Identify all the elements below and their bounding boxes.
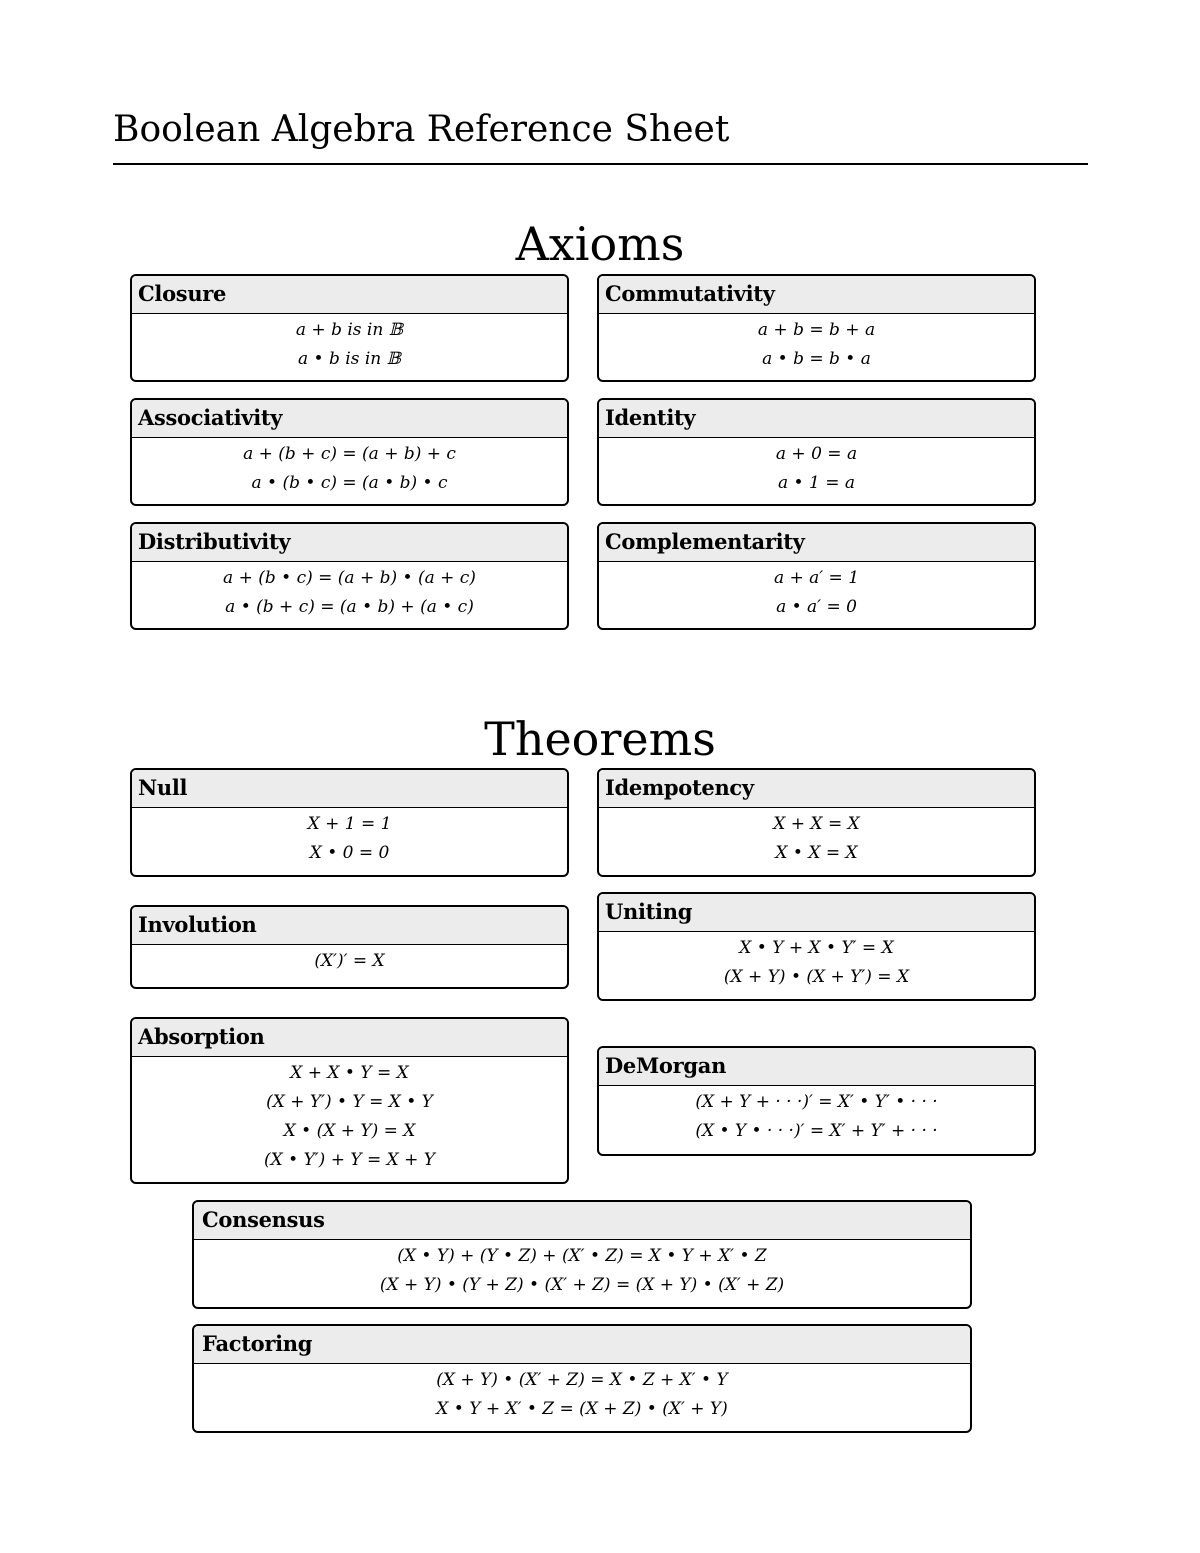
idempotency-card [597, 768, 1036, 877]
associativity-card-title: Associativity [132, 400, 567, 438]
factoring-card [192, 1324, 972, 1433]
equation-line: a + b is in 𝔹 [295, 320, 404, 340]
equation-line: a • a′ = 0 [776, 597, 857, 617]
equation-line: (X + Y′) • Y = X • Y [266, 1092, 433, 1112]
page-title: Boolean Algebra Reference Sheet [113, 109, 730, 150]
associativity-card [130, 398, 569, 506]
involution-card-body [132, 945, 567, 976]
equation-line: a • (b • c) = (a • b) • c [251, 473, 448, 493]
equation-line: X + 1 = 1 [307, 814, 392, 834]
equation-line: (X + Y) • (Y + Z) • (X′ + Z) = (X + Y) • (X′ + Z) [379, 1275, 785, 1295]
equation-line: (X + Y + · · ·)′ = X′ • Y′ • · · · [695, 1092, 938, 1112]
null-card [130, 768, 569, 877]
demorgan-card-title: DeMorgan [599, 1048, 1034, 1086]
equation-line: X • X = X [775, 843, 858, 863]
absorption-card [130, 1017, 569, 1184]
absorption-card-body [132, 1057, 567, 1175]
identity-card [597, 398, 1036, 506]
equation-line: X + X • Y = X [290, 1063, 409, 1083]
equation-line: (X + Y) • (X′ + Z) = X • Z + X′ • Y [436, 1370, 728, 1390]
consensus-card [192, 1200, 972, 1309]
closure-card-body [132, 314, 567, 374]
consensus-card-body [194, 1240, 970, 1300]
equation-line: a + (b + c) = (a + b) + c [243, 444, 456, 464]
equation-line: a • b = b • a [762, 349, 871, 369]
equation-line: (X • Y) + (Y • Z) + (X′ • Z) = X • Y + X′ • Z [397, 1246, 767, 1266]
involution-card-title: Involution [132, 907, 567, 945]
equation-line: (X′)′ = X [314, 951, 385, 971]
commutativity-card-title: Commutativity [599, 276, 1034, 314]
demorgan-card [597, 1046, 1036, 1156]
equation-line: a + a′ = 1 [773, 568, 860, 588]
complementarity-card-body [599, 562, 1034, 622]
uniting-card [597, 892, 1036, 1001]
commutativity-card-body [599, 314, 1034, 374]
demorgan-card-body [599, 1086, 1034, 1146]
uniting-card-title: Uniting [599, 894, 1034, 932]
equation-line: (X • Y′) + Y = X + Y [264, 1150, 435, 1170]
equation-line: X • (X + Y) = X [283, 1121, 416, 1141]
axioms-heading: Axioms [515, 217, 685, 271]
factoring-card-body [194, 1364, 970, 1424]
theorems-heading: Theorems [484, 712, 716, 766]
identity-card-title: Identity [599, 400, 1034, 438]
equation-line: a + b = b + a [757, 320, 876, 340]
distributivity-card-title: Distributivity [132, 524, 567, 562]
equation-line: a • b is in 𝔹 [298, 349, 401, 369]
commutativity-card [597, 274, 1036, 382]
null-card-body [132, 808, 567, 868]
complementarity-card [597, 522, 1036, 630]
equation-line: (X + Y) • (X + Y′) = X [723, 967, 910, 987]
closure-card [130, 274, 569, 382]
consensus-card-title: Consensus [194, 1202, 970, 1240]
identity-card-body [599, 438, 1034, 498]
equation-line: a + 0 = a [775, 444, 858, 464]
distributivity-card [130, 522, 569, 630]
factoring-card-title: Factoring [194, 1326, 970, 1364]
null-card-title: Null [132, 770, 567, 808]
idempotency-card-body [599, 808, 1034, 868]
title-rule [113, 163, 1088, 165]
equation-line: X • Y + X′ • Z = (X + Z) • (X′ + Y) [436, 1399, 728, 1419]
equation-line: a • (b + c) = (a • b) + (a • c) [225, 597, 474, 617]
equation-line: X • Y + X • Y′ = X [739, 938, 894, 958]
equation-line: (X • Y • · · ·)′ = X′ + Y′ + · · · [695, 1121, 938, 1141]
equation-line: a + (b • c) = (a + b) • (a + c) [223, 568, 476, 588]
equation-line: X • 0 = 0 [309, 843, 390, 863]
absorption-card-title: Absorption [132, 1019, 567, 1057]
involution-card [130, 905, 569, 989]
uniting-card-body [599, 932, 1034, 992]
associativity-card-body [132, 438, 567, 498]
closure-card-title: Closure [132, 276, 567, 314]
idempotency-card-title: Idempotency [599, 770, 1034, 808]
equation-line: a • 1 = a [778, 473, 855, 493]
distributivity-card-body [132, 562, 567, 622]
equation-line: X + X = X [773, 814, 860, 834]
complementarity-card-title: Complementarity [599, 524, 1034, 562]
